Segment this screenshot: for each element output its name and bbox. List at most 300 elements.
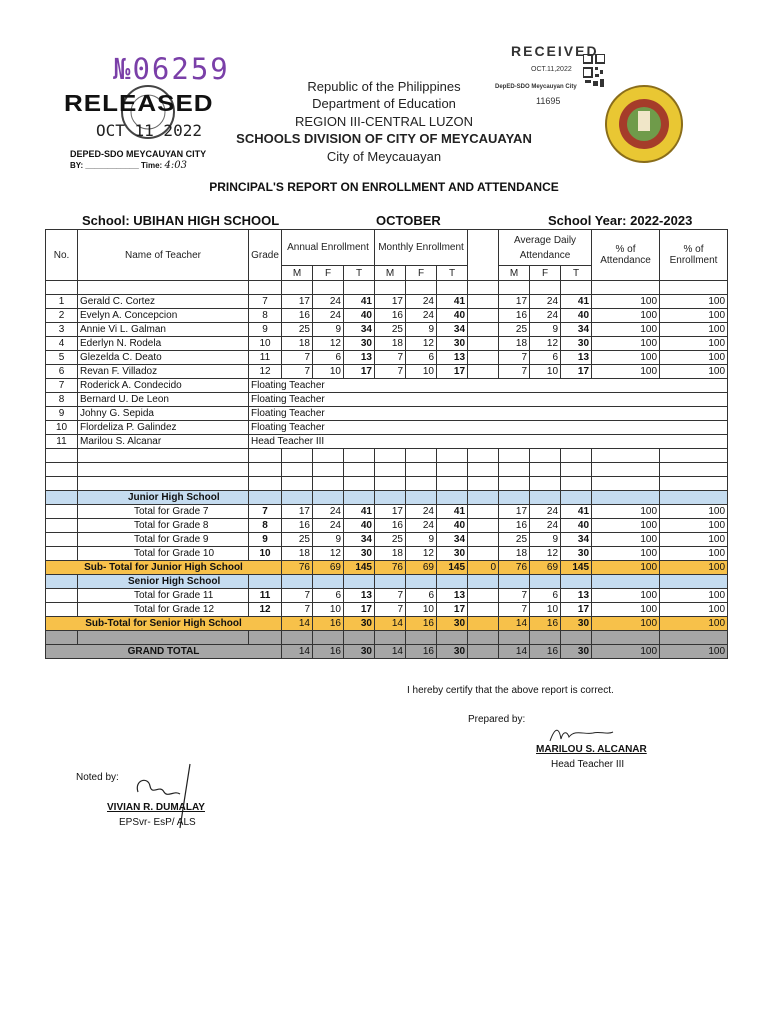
teacher-no: 6 (46, 365, 78, 379)
teacher-row (46, 407, 728, 421)
grade-total-label: Total for Grade 11 (78, 589, 249, 603)
value-cell: 13 (561, 351, 592, 365)
col-pct-attendance: % of Attendance (592, 230, 660, 281)
empty-cell (406, 477, 437, 491)
header-row (46, 230, 728, 266)
grade-total-label: Total for Grade 12 (78, 603, 249, 617)
released-office: DEPED-SDO MEYCAUYAN CITY (70, 149, 207, 159)
teacher-name: Bernard U. De Leon (78, 393, 249, 407)
value-cell: 17 (561, 365, 592, 379)
col-m: M (282, 266, 313, 281)
value-cell: 41 (561, 505, 592, 519)
released-stamp: RELEASED (64, 89, 214, 117)
empty-cell (46, 463, 78, 477)
value-cell: 24 (406, 309, 437, 323)
released-time: 4:03 (164, 160, 187, 171)
empty-cell (592, 281, 660, 295)
empty-cell (499, 449, 530, 463)
value-cell: 17 (375, 295, 406, 309)
empty-cell (592, 575, 660, 589)
teacher-grade: 11 (249, 351, 282, 365)
empty-cell (344, 491, 375, 505)
teacher-no: 3 (46, 323, 78, 337)
pct-enrollment-cell: 100 (660, 533, 728, 547)
value-cell: 6 (313, 589, 344, 603)
pct-attendance-cell: 100 (592, 365, 660, 379)
empty-cell (530, 449, 561, 463)
empty-cell (660, 477, 728, 491)
value-cell: 13 (561, 589, 592, 603)
value-cell: 76 (499, 561, 530, 575)
empty-cell (499, 477, 530, 491)
empty-cell (530, 281, 561, 295)
value-cell: 25 (375, 533, 406, 547)
value-cell: 12 (530, 337, 561, 351)
empty-cell (530, 463, 561, 477)
teacher-grade: 8 (249, 309, 282, 323)
empty-cell (561, 575, 592, 589)
empty-cell (437, 477, 468, 491)
col-t: T (561, 266, 592, 281)
value-cell: 24 (530, 505, 561, 519)
received-date: OCT.11,2022 (531, 66, 572, 73)
empty-cell (468, 449, 499, 463)
empty-cell (561, 449, 592, 463)
empty-cell (468, 351, 499, 365)
value-cell: 14 (499, 617, 530, 631)
empty-cell (78, 281, 249, 295)
value-cell: 13 (344, 589, 375, 603)
empty-cell (437, 575, 468, 589)
empty-cell (437, 491, 468, 505)
teacher-no: 10 (46, 421, 78, 435)
grade-cell: 10 (249, 547, 282, 561)
value-cell: 30 (561, 645, 592, 659)
value-cell: 12 (406, 547, 437, 561)
value-cell: 24 (406, 505, 437, 519)
teacher-row (46, 337, 728, 351)
value-cell: 14 (499, 645, 530, 659)
teacher-row (46, 323, 728, 337)
teacher-name: Glezelda C. Deato (78, 351, 249, 365)
col-no: No. (46, 230, 78, 281)
preparer-position: Head Teacher III (551, 759, 625, 770)
value-cell: 17 (282, 505, 313, 519)
empty-cell (406, 281, 437, 295)
value-cell: 41 (344, 295, 375, 309)
pct-enrollment-cell: 100 (660, 561, 728, 575)
pct-attendance-cell: 100 (592, 337, 660, 351)
empty-cell (344, 631, 375, 645)
empty-cell (530, 631, 561, 645)
value-cell: 24 (530, 519, 561, 533)
value-cell: 30 (437, 645, 468, 659)
empty-cell (660, 491, 728, 505)
col-f: F (406, 266, 437, 281)
empty-cell (313, 463, 344, 477)
empty-cell (282, 449, 313, 463)
report-month: OCTOBER (376, 213, 441, 228)
value-cell: 7 (282, 603, 313, 617)
report-title: PRINCIPAL'S REPORT ON ENROLLMENT AND ATTENDANCE (209, 180, 559, 194)
teacher-row (46, 309, 728, 323)
value-cell: 40 (561, 519, 592, 533)
received-stamp: RECEIVED (511, 43, 599, 59)
value-cell: 16 (375, 519, 406, 533)
value-cell: 16 (406, 645, 437, 659)
value-cell: 41 (561, 295, 592, 309)
empty-cell (468, 477, 499, 491)
value-cell: 7 (375, 351, 406, 365)
pct-attendance-cell: 100 (592, 351, 660, 365)
value-cell: 16 (313, 645, 344, 659)
value-cell: 17 (561, 603, 592, 617)
col-average: Average Daily Attendance (499, 230, 592, 266)
preparer-name: MARILOU S. ALCANAR (536, 744, 647, 755)
value-cell: 76 (375, 561, 406, 575)
empty-cell (468, 589, 499, 603)
empty-cell (46, 533, 78, 547)
empty-cell (468, 337, 499, 351)
value-cell: 16 (499, 519, 530, 533)
empty-cell (561, 631, 592, 645)
value-cell: 17 (282, 295, 313, 309)
value-cell: 10 (530, 365, 561, 379)
empty-cell (437, 449, 468, 463)
teacher-no: 2 (46, 309, 78, 323)
teacher-role: Head Teacher III (249, 435, 728, 449)
grade-total-row (46, 533, 728, 547)
empty-cell (592, 491, 660, 505)
value-cell: 76 (282, 561, 313, 575)
value-cell: 13 (344, 351, 375, 365)
subtotal-label: GRAND TOTAL (46, 645, 282, 659)
empty-cell (46, 281, 78, 295)
value-cell: 18 (282, 337, 313, 351)
empty-cell (282, 281, 313, 295)
empty-cell (375, 575, 406, 589)
empty-cell (468, 463, 499, 477)
empty-cell (313, 631, 344, 645)
value-cell: 69 (530, 561, 561, 575)
teacher-role: Floating Teacher (249, 393, 728, 407)
empty-cell (78, 463, 249, 477)
pct-enrollment-cell: 100 (660, 309, 728, 323)
value-cell: 34 (344, 533, 375, 547)
value-cell: 16 (530, 617, 561, 631)
empty-cell (313, 281, 344, 295)
empty-cell (660, 575, 728, 589)
pct-attendance-cell: 100 (592, 617, 660, 631)
empty-cell (592, 463, 660, 477)
value-cell: 13 (437, 351, 468, 365)
empty-cell (313, 449, 344, 463)
certification-text: I hereby certify that the above report is correct. (407, 685, 614, 696)
subtotal-label: Sub- Total for Junior High School (46, 561, 282, 575)
value-cell: 10 (313, 603, 344, 617)
value-cell: 25 (499, 323, 530, 337)
teacher-no: 5 (46, 351, 78, 365)
teacher-grade: 10 (249, 337, 282, 351)
empty-cell (468, 617, 499, 631)
empty-cell (468, 309, 499, 323)
col-name: Name of Teacher (78, 230, 249, 281)
value-cell: 30 (437, 617, 468, 631)
empty-cell (406, 463, 437, 477)
empty-cell (468, 603, 499, 617)
value-cell: 7 (375, 365, 406, 379)
empty-cell (468, 295, 499, 309)
teacher-row (46, 379, 728, 393)
empty-cell (406, 575, 437, 589)
empty-cell (46, 449, 78, 463)
empty-cell (660, 631, 728, 645)
pct-attendance-cell: 100 (592, 505, 660, 519)
value-cell: 34 (437, 323, 468, 337)
header-republic: Republic of the Philippines (307, 79, 461, 94)
teacher-name: Johny G. Sepida (78, 407, 249, 421)
grade-total-label: Total for Grade 9 (78, 533, 249, 547)
pct-enrollment-cell: 100 (660, 617, 728, 631)
col-t: T (344, 266, 375, 281)
pct-attendance-cell: 100 (592, 309, 660, 323)
value-cell: 6 (530, 351, 561, 365)
empty-cell (375, 463, 406, 477)
empty-cell (561, 491, 592, 505)
empty-cell (249, 491, 282, 505)
value-cell: 9 (406, 533, 437, 547)
grade-cell: 7 (249, 505, 282, 519)
value-cell: 7 (282, 589, 313, 603)
empty-cell (660, 449, 728, 463)
empty-cell (592, 631, 660, 645)
pct-enrollment-cell: 100 (660, 603, 728, 617)
teacher-row (46, 421, 728, 435)
value-cell: 14 (375, 645, 406, 659)
header-region: REGION III-CENTRAL LUZON (295, 114, 473, 129)
noter-position: EPSvr- EsP/ ALS (119, 817, 196, 828)
grade-cell: 12 (249, 603, 282, 617)
empty-cell (468, 547, 499, 561)
value-cell: 16 (313, 617, 344, 631)
empty-cell (468, 533, 499, 547)
grade-total-row (46, 519, 728, 533)
value-cell: 25 (375, 323, 406, 337)
header-division: SCHOOLS DIVISION OF CITY OF MEYCAUAYAN (236, 131, 532, 146)
teacher-name: Roderick A. Condecido (78, 379, 249, 393)
value-cell: 25 (499, 533, 530, 547)
value-cell: 40 (437, 519, 468, 533)
empty-cell (344, 449, 375, 463)
teacher-row (46, 295, 728, 309)
empty-cell (249, 477, 282, 491)
value-cell: 17 (499, 505, 530, 519)
teacher-no: 1 (46, 295, 78, 309)
shs-subtotal-row (46, 617, 728, 631)
empty-cell (282, 631, 313, 645)
empty-cell (249, 281, 282, 295)
pct-attendance-cell: 100 (592, 603, 660, 617)
shs-section-row (46, 575, 728, 589)
col-m: M (499, 266, 530, 281)
pct-attendance-cell: 100 (592, 323, 660, 337)
value-cell: 24 (313, 519, 344, 533)
col-f: F (313, 266, 344, 281)
value-cell: 25 (282, 533, 313, 547)
value-cell: 13 (437, 589, 468, 603)
noter-name: VIVIAN R. DUMALAY (107, 802, 205, 813)
empty-cell (46, 491, 78, 505)
empty-cell (344, 575, 375, 589)
value-cell: 24 (313, 309, 344, 323)
preparer-signature-icon (545, 725, 615, 745)
teacher-role: Floating Teacher (249, 407, 728, 421)
value-cell: 69 (406, 561, 437, 575)
value-cell: 7 (499, 365, 530, 379)
teacher-grade: 7 (249, 295, 282, 309)
empty-cell (561, 463, 592, 477)
value-cell: 40 (344, 309, 375, 323)
pct-attendance-cell: 100 (592, 295, 660, 309)
value-cell: 9 (530, 323, 561, 337)
released-date: OCT 11 2022 (96, 121, 202, 140)
empty-cell (468, 631, 499, 645)
empty-cell (249, 575, 282, 589)
empty-cell (282, 491, 313, 505)
value-cell: 30 (344, 645, 375, 659)
value-cell: 24 (530, 295, 561, 309)
value-cell: 25 (282, 323, 313, 337)
empty-cell (468, 491, 499, 505)
pct-enrollment-cell: 100 (660, 337, 728, 351)
value-cell: 17 (437, 603, 468, 617)
value-cell: 10 (313, 365, 344, 379)
empty-cell (249, 631, 282, 645)
header-department: Department of Education (312, 96, 456, 111)
pct-enrollment-cell: 100 (660, 365, 728, 379)
empty-cell (406, 491, 437, 505)
grade-total-row (46, 505, 728, 519)
teacher-row (46, 435, 728, 449)
value-cell: 9 (313, 533, 344, 547)
value-cell: 10 (530, 603, 561, 617)
empty-cell (46, 631, 78, 645)
blank-row (46, 477, 728, 491)
empty-cell (530, 575, 561, 589)
empty-cell (406, 449, 437, 463)
value-cell: 6 (313, 351, 344, 365)
pct-enrollment-cell: 100 (660, 547, 728, 561)
teacher-role: Floating Teacher (249, 421, 728, 435)
teacher-name: Ederlyn N. Rodela (78, 337, 249, 351)
empty-cell (375, 631, 406, 645)
empty-cell (344, 281, 375, 295)
subtotal-label: Sub-Total for Senior High School (46, 617, 282, 631)
empty-cell (660, 281, 728, 295)
released-by-line: BY: ____________ Time: 4:03 (70, 160, 187, 171)
received-number: 11695 (536, 96, 561, 106)
value-cell: 6 (406, 351, 437, 365)
pct-attendance-cell: 100 (592, 589, 660, 603)
prepared-by-label: Prepared by: (468, 714, 526, 725)
grade-total-label: Total for Grade 8 (78, 519, 249, 533)
value-cell: 40 (561, 309, 592, 323)
header-city: City of Meycauayan (326, 149, 442, 164)
value-cell: 16 (499, 309, 530, 323)
grade-cell: 9 (249, 533, 282, 547)
empty-cell (46, 505, 78, 519)
empty-cell (249, 449, 282, 463)
empty-cell (561, 477, 592, 491)
empty-cell (46, 575, 78, 589)
value-cell: 7 (499, 351, 530, 365)
value-cell: 30 (437, 337, 468, 351)
grade-total-row (46, 603, 728, 617)
value-cell: 16 (282, 309, 313, 323)
pct-attendance-cell: 100 (592, 547, 660, 561)
empty-cell (468, 645, 499, 659)
pct-enrollment-cell: 100 (660, 589, 728, 603)
col-grade: Grade (249, 230, 282, 281)
value-cell: 12 (313, 547, 344, 561)
value-cell: 41 (344, 505, 375, 519)
value-cell: 40 (437, 309, 468, 323)
value-cell: 6 (530, 589, 561, 603)
grade-total-label: Total for Grade 10 (78, 547, 249, 561)
school-name: School: UBIHAN HIGH SCHOOL (82, 213, 280, 228)
empty-cell (78, 631, 249, 645)
value-cell: 24 (313, 505, 344, 519)
value-cell: 7 (375, 603, 406, 617)
value-cell: 10 (406, 603, 437, 617)
empty-cell (375, 477, 406, 491)
teacher-no: 11 (46, 435, 78, 449)
empty-cell (406, 631, 437, 645)
grade-total-row (46, 547, 728, 561)
empty-cell (375, 449, 406, 463)
control-number-stamp: №06259 (113, 52, 230, 86)
value-cell: 18 (375, 547, 406, 561)
section-label: Junior High School (78, 491, 249, 505)
enrollment-table (45, 229, 728, 659)
released-by-label: BY: (70, 161, 84, 170)
value-cell: 17 (437, 365, 468, 379)
teacher-row (46, 351, 728, 365)
value-cell: 14 (282, 645, 313, 659)
empty-cell (561, 281, 592, 295)
col-t: T (437, 266, 468, 281)
empty-cell (437, 281, 468, 295)
value-cell: 9 (530, 533, 561, 547)
empty-cell (592, 449, 660, 463)
empty-cell (660, 463, 728, 477)
value-cell: 17 (499, 295, 530, 309)
teacher-no: 9 (46, 407, 78, 421)
value-cell: 7 (499, 589, 530, 603)
empty-cell (282, 477, 313, 491)
teacher-name: Evelyn A. Concepcion (78, 309, 249, 323)
value-cell: 30 (344, 337, 375, 351)
value-cell: 14 (282, 617, 313, 631)
grade-cell: 11 (249, 589, 282, 603)
col-m: M (375, 266, 406, 281)
teacher-name: Gerald C. Cortez (78, 295, 249, 309)
value-cell: 34 (344, 323, 375, 337)
value-cell: 17 (375, 505, 406, 519)
value-cell: 7 (499, 603, 530, 617)
pct-enrollment-cell: 100 (660, 505, 728, 519)
pct-enrollment-cell: 100 (660, 295, 728, 309)
